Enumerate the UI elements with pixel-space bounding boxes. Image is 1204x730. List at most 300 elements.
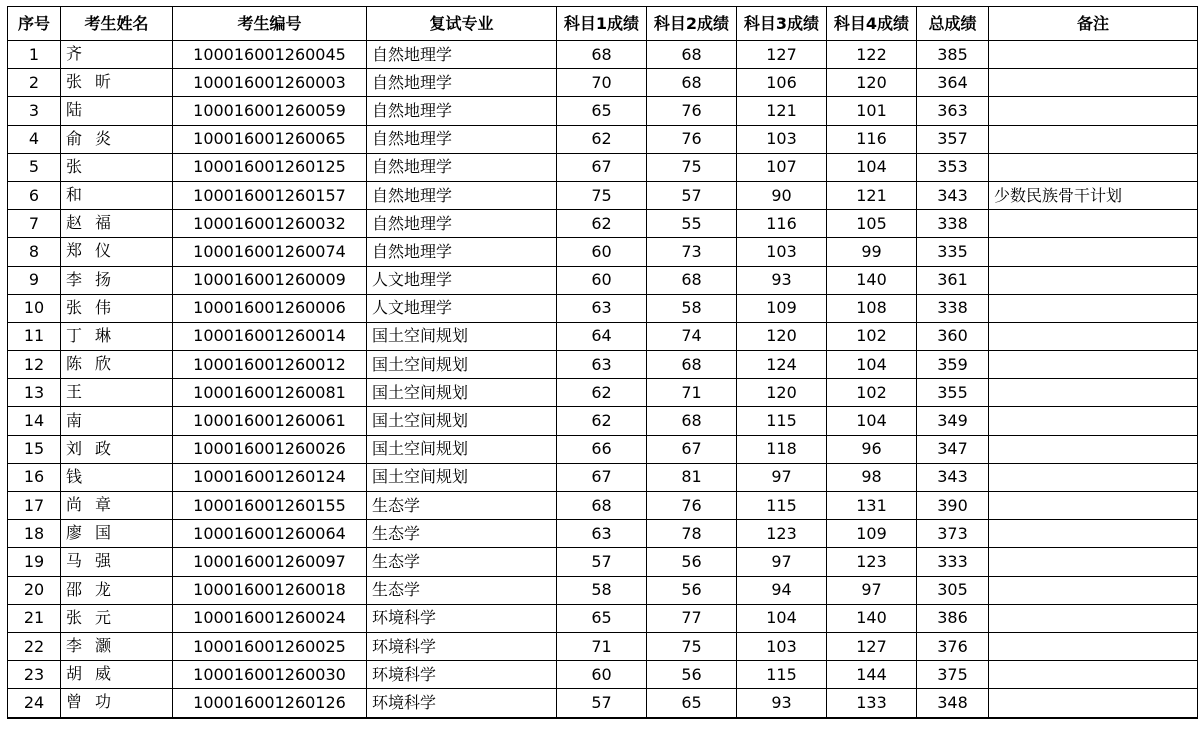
- major-cell: 国土空间规划: [367, 435, 557, 463]
- name-redaction-mask: [82, 384, 95, 402]
- table-row: [8, 604, 1198, 632]
- seq-cell: 15: [8, 435, 61, 463]
- subject3-cell: 120: [737, 379, 827, 407]
- name-redaction-mask: [82, 158, 95, 176]
- name-cell: [61, 520, 173, 548]
- name-last-char: 福: [95, 213, 112, 233]
- table-row: [8, 153, 1198, 181]
- header-seq: 序号: [8, 7, 61, 41]
- name-first-char: 张: [66, 297, 83, 317]
- name-cell: [61, 153, 173, 181]
- major-cell: 自然地理学: [367, 181, 557, 209]
- subject4-cell: 105: [827, 210, 917, 238]
- total-cell: 333: [917, 548, 989, 576]
- name-first-char: 张: [66, 156, 83, 176]
- subject1-cell: 60: [557, 266, 647, 294]
- table-row: [8, 97, 1198, 125]
- table-row: [8, 689, 1198, 718]
- name-cell: [61, 322, 173, 350]
- name-first-char: 廖: [66, 523, 83, 543]
- exam-id-cell: 100016001260074: [173, 238, 367, 266]
- header-total: 总成绩: [917, 7, 989, 41]
- subject3-cell: 106: [737, 69, 827, 97]
- major-cell: 人文地理学: [367, 266, 557, 294]
- subject2-cell: 56: [647, 576, 737, 604]
- name-first-char: 尚: [66, 495, 83, 515]
- subject3-cell: 107: [737, 153, 827, 181]
- major-cell: 国土空间规划: [367, 379, 557, 407]
- subject3-cell: 97: [737, 548, 827, 576]
- table-row: [8, 41, 1198, 69]
- subject2-cell: 81: [647, 463, 737, 491]
- subject3-cell: 93: [737, 266, 827, 294]
- exam-id-cell: 100016001260006: [173, 294, 367, 322]
- note-cell: [989, 322, 1198, 350]
- subject1-cell: 67: [557, 463, 647, 491]
- exam-id-cell: 100016001260012: [173, 351, 367, 379]
- note-cell: [989, 407, 1198, 435]
- name-redaction-mask: [82, 243, 95, 261]
- major-cell: 自然地理学: [367, 41, 557, 69]
- name-cell: [61, 41, 173, 69]
- subject2-cell: 71: [647, 379, 737, 407]
- name-redaction-mask: [82, 356, 95, 374]
- subject4-cell: 99: [827, 238, 917, 266]
- subject2-cell: 75: [647, 153, 737, 181]
- name-redaction-mask: [82, 497, 95, 515]
- table-row: [8, 294, 1198, 322]
- name-first-char: 陆: [66, 100, 83, 120]
- name-last-char: 欣: [95, 354, 112, 374]
- note-cell: [989, 266, 1198, 294]
- subject3-cell: 109: [737, 294, 827, 322]
- table-row: [8, 379, 1198, 407]
- name-cell: [61, 548, 173, 576]
- name-cell: [61, 492, 173, 520]
- note-cell: [989, 492, 1198, 520]
- major-cell: 国土空间规划: [367, 407, 557, 435]
- subject4-cell: 101: [827, 97, 917, 125]
- table-row: [8, 576, 1198, 604]
- subject4-cell: 131: [827, 492, 917, 520]
- name-redaction-mask: [82, 327, 95, 345]
- exam-id-cell: 100016001260045: [173, 41, 367, 69]
- total-cell: 364: [917, 69, 989, 97]
- total-cell: 357: [917, 125, 989, 153]
- name-redaction-mask: [82, 525, 95, 543]
- subject4-cell: 133: [827, 689, 917, 718]
- name-first-char: 李: [66, 269, 83, 289]
- subject1-cell: 62: [557, 379, 647, 407]
- subject3-cell: 120: [737, 322, 827, 350]
- name-first-char: 齐: [66, 44, 83, 64]
- table-row: [8, 181, 1198, 209]
- seq-cell: 12: [8, 351, 61, 379]
- subject1-cell: 57: [557, 548, 647, 576]
- total-cell: 376: [917, 632, 989, 660]
- total-cell: 355: [917, 379, 989, 407]
- table-body: [8, 41, 1198, 718]
- subject1-cell: 62: [557, 210, 647, 238]
- note-cell: [989, 576, 1198, 604]
- total-cell: 347: [917, 435, 989, 463]
- name-redaction-mask: [82, 130, 95, 148]
- seq-cell: 16: [8, 463, 61, 491]
- exam-id-cell: 100016001260155: [173, 492, 367, 520]
- subject2-cell: 77: [647, 604, 737, 632]
- name-last-char: 龙: [95, 579, 112, 599]
- total-cell: 335: [917, 238, 989, 266]
- header-major: 复试专业: [367, 7, 557, 41]
- subject1-cell: 66: [557, 435, 647, 463]
- subject4-cell: 127: [827, 632, 917, 660]
- subject2-cell: 76: [647, 492, 737, 520]
- note-cell: [989, 69, 1198, 97]
- note-cell: [989, 97, 1198, 125]
- subject1-cell: 63: [557, 520, 647, 548]
- exam-id-cell: 100016001260025: [173, 632, 367, 660]
- name-redaction-mask: [82, 638, 95, 656]
- seq-cell: 6: [8, 181, 61, 209]
- name-cell: [61, 632, 173, 660]
- note-cell: [989, 435, 1198, 463]
- subject4-cell: 108: [827, 294, 917, 322]
- name-last-char: 功: [95, 692, 112, 712]
- exam-id-cell: 100016001260126: [173, 689, 367, 718]
- major-cell: 自然地理学: [367, 125, 557, 153]
- header-subject2: 科目2成绩: [647, 7, 737, 41]
- name-cell: [61, 661, 173, 689]
- name-last-char: 灏: [95, 636, 112, 656]
- subject3-cell: 94: [737, 576, 827, 604]
- subject4-cell: 104: [827, 351, 917, 379]
- subject4-cell: 122: [827, 41, 917, 69]
- subject2-cell: 74: [647, 322, 737, 350]
- name-last-char: 国: [95, 523, 112, 543]
- table-row: [8, 322, 1198, 350]
- total-cell: 343: [917, 181, 989, 209]
- subject3-cell: 115: [737, 407, 827, 435]
- table-row: [8, 125, 1198, 153]
- subject1-cell: 63: [557, 294, 647, 322]
- subject4-cell: 104: [827, 407, 917, 435]
- note-cell: [989, 351, 1198, 379]
- major-cell: 环境科学: [367, 604, 557, 632]
- name-cell: [61, 576, 173, 604]
- subject2-cell: 57: [647, 181, 737, 209]
- subject3-cell: 116: [737, 210, 827, 238]
- subject1-cell: 70: [557, 69, 647, 97]
- total-cell: 361: [917, 266, 989, 294]
- seq-cell: 21: [8, 604, 61, 632]
- name-first-char: 俞: [66, 128, 83, 148]
- name-first-char: 李: [66, 636, 83, 656]
- note-cell: 少数民族骨干计划: [989, 181, 1198, 209]
- subject4-cell: 144: [827, 661, 917, 689]
- exam-id-cell: 100016001260125: [173, 153, 367, 181]
- major-cell: 生态学: [367, 492, 557, 520]
- total-cell: 359: [917, 351, 989, 379]
- major-cell: 生态学: [367, 576, 557, 604]
- name-first-char: 赵: [66, 213, 83, 233]
- subject3-cell: 103: [737, 632, 827, 660]
- exam-id-cell: 100016001260059: [173, 97, 367, 125]
- subject2-cell: 68: [647, 266, 737, 294]
- name-first-char: 曾: [66, 692, 83, 712]
- name-cell: [61, 69, 173, 97]
- table-row: [8, 661, 1198, 689]
- subject2-cell: 76: [647, 97, 737, 125]
- name-redaction-mask: [82, 102, 95, 120]
- table-row: [8, 548, 1198, 576]
- exam-id-cell: 100016001260026: [173, 435, 367, 463]
- subject1-cell: 65: [557, 97, 647, 125]
- major-cell: 自然地理学: [367, 97, 557, 125]
- name-first-char: 马: [66, 551, 83, 571]
- total-cell: 386: [917, 604, 989, 632]
- subject4-cell: 116: [827, 125, 917, 153]
- seq-cell: 17: [8, 492, 61, 520]
- name-cell: [61, 238, 173, 266]
- subject2-cell: 56: [647, 661, 737, 689]
- exam-id-cell: 100016001260157: [173, 181, 367, 209]
- note-cell: [989, 548, 1198, 576]
- subject3-cell: 127: [737, 41, 827, 69]
- name-last-char: 扬: [95, 269, 112, 289]
- name-redaction-mask: [82, 74, 95, 92]
- seq-cell: 14: [8, 407, 61, 435]
- major-cell: 国土空间规划: [367, 322, 557, 350]
- note-cell: [989, 604, 1198, 632]
- table-row: [8, 266, 1198, 294]
- subject2-cell: 55: [647, 210, 737, 238]
- seq-cell: 2: [8, 69, 61, 97]
- exam-id-cell: 100016001260024: [173, 604, 367, 632]
- name-last-char: 强: [95, 551, 112, 571]
- total-cell: 385: [917, 41, 989, 69]
- major-cell: 人文地理学: [367, 294, 557, 322]
- exam-id-cell: 100016001260064: [173, 520, 367, 548]
- subject4-cell: 97: [827, 576, 917, 604]
- name-cell: [61, 689, 173, 718]
- table-row: [8, 632, 1198, 660]
- name-last-char: 仪: [95, 241, 112, 261]
- name-cell: [61, 463, 173, 491]
- subject3-cell: 104: [737, 604, 827, 632]
- name-cell: [61, 294, 173, 322]
- subject1-cell: 62: [557, 125, 647, 153]
- subject3-cell: 123: [737, 520, 827, 548]
- seq-cell: 24: [8, 689, 61, 718]
- name-first-char: 张: [66, 72, 83, 92]
- subject1-cell: 67: [557, 153, 647, 181]
- seq-cell: 11: [8, 322, 61, 350]
- subject3-cell: 103: [737, 238, 827, 266]
- name-first-char: 南: [66, 410, 83, 430]
- seq-cell: 7: [8, 210, 61, 238]
- name-redaction-mask: [82, 187, 95, 205]
- subject1-cell: 57: [557, 689, 647, 718]
- name-redaction-mask: [82, 553, 95, 571]
- name-first-char: 王: [66, 382, 83, 402]
- total-cell: 375: [917, 661, 989, 689]
- exam-id-cell: 100016001260009: [173, 266, 367, 294]
- name-redaction-mask: [82, 46, 95, 64]
- subject3-cell: 103: [737, 125, 827, 153]
- seq-cell: 22: [8, 632, 61, 660]
- name-first-char: 邵: [66, 579, 83, 599]
- subject4-cell: 121: [827, 181, 917, 209]
- subject4-cell: 140: [827, 604, 917, 632]
- name-last-char: 元: [95, 607, 112, 627]
- seq-cell: 5: [8, 153, 61, 181]
- subject2-cell: 68: [647, 69, 737, 97]
- seq-cell: 23: [8, 661, 61, 689]
- table-row: [8, 463, 1198, 491]
- subject2-cell: 68: [647, 351, 737, 379]
- subject2-cell: 76: [647, 125, 737, 153]
- table-row: [8, 520, 1198, 548]
- subject1-cell: 64: [557, 322, 647, 350]
- total-cell: 353: [917, 153, 989, 181]
- total-cell: 349: [917, 407, 989, 435]
- subject4-cell: 96: [827, 435, 917, 463]
- seq-cell: 1: [8, 41, 61, 69]
- total-cell: 343: [917, 463, 989, 491]
- subject3-cell: 97: [737, 463, 827, 491]
- table-row: [8, 210, 1198, 238]
- seq-cell: 18: [8, 520, 61, 548]
- name-cell: [61, 181, 173, 209]
- name-redaction-mask: [82, 440, 95, 458]
- subject1-cell: 63: [557, 351, 647, 379]
- note-cell: [989, 210, 1198, 238]
- exam-id-cell: 100016001260081: [173, 379, 367, 407]
- subject4-cell: 120: [827, 69, 917, 97]
- subject1-cell: 62: [557, 407, 647, 435]
- major-cell: 国土空间规划: [367, 463, 557, 491]
- note-cell: [989, 689, 1198, 718]
- major-cell: 环境科学: [367, 661, 557, 689]
- exam-id-cell: 100016001260065: [173, 125, 367, 153]
- total-cell: 373: [917, 520, 989, 548]
- table-row: [8, 407, 1198, 435]
- subject1-cell: 71: [557, 632, 647, 660]
- name-cell: [61, 407, 173, 435]
- total-cell: 363: [917, 97, 989, 125]
- name-cell: [61, 435, 173, 463]
- subject4-cell: 104: [827, 153, 917, 181]
- table-row: [8, 492, 1198, 520]
- major-cell: 生态学: [367, 520, 557, 548]
- name-first-char: 郑: [66, 241, 83, 261]
- total-cell: 390: [917, 492, 989, 520]
- name-redaction-mask: [82, 609, 95, 627]
- note-cell: [989, 661, 1198, 689]
- subject2-cell: 78: [647, 520, 737, 548]
- name-cell: [61, 379, 173, 407]
- exam-id-cell: 100016001260124: [173, 463, 367, 491]
- name-last-char: 伟: [95, 297, 112, 317]
- subject2-cell: 68: [647, 41, 737, 69]
- name-first-char: 和: [66, 185, 83, 205]
- note-cell: [989, 41, 1198, 69]
- name-last-char: 昕: [95, 72, 112, 92]
- note-cell: [989, 238, 1198, 266]
- name-cell: [61, 266, 173, 294]
- subject1-cell: 75: [557, 181, 647, 209]
- major-cell: 自然地理学: [367, 153, 557, 181]
- total-cell: 360: [917, 322, 989, 350]
- major-cell: 生态学: [367, 548, 557, 576]
- subject2-cell: 67: [647, 435, 737, 463]
- major-cell: 自然地理学: [367, 238, 557, 266]
- table-row: [8, 351, 1198, 379]
- name-last-char: 章: [95, 495, 112, 515]
- major-cell: 环境科学: [367, 632, 557, 660]
- note-cell: [989, 379, 1198, 407]
- header-subject4: 科目4成绩: [827, 7, 917, 41]
- header-name: 考生姓名: [61, 7, 173, 41]
- name-first-char: 丁: [66, 325, 83, 345]
- subject1-cell: 68: [557, 492, 647, 520]
- note-cell: [989, 125, 1198, 153]
- major-cell: 环境科学: [367, 689, 557, 718]
- subject4-cell: 140: [827, 266, 917, 294]
- subject3-cell: 115: [737, 492, 827, 520]
- subject4-cell: 109: [827, 520, 917, 548]
- name-redaction-mask: [82, 299, 95, 317]
- subject4-cell: 98: [827, 463, 917, 491]
- subject1-cell: 68: [557, 41, 647, 69]
- subject2-cell: 68: [647, 407, 737, 435]
- name-redaction-mask: [82, 412, 95, 430]
- seq-cell: 8: [8, 238, 61, 266]
- name-cell: [61, 125, 173, 153]
- note-cell: [989, 153, 1198, 181]
- table-row: [8, 238, 1198, 266]
- subject1-cell: 60: [557, 661, 647, 689]
- subject2-cell: 58: [647, 294, 737, 322]
- header-subject1: 科目1成绩: [557, 7, 647, 41]
- seq-cell: 4: [8, 125, 61, 153]
- name-first-char: 刘: [66, 438, 83, 458]
- subject4-cell: 123: [827, 548, 917, 576]
- major-cell: 国土空间规划: [367, 351, 557, 379]
- header-row: [8, 7, 1198, 41]
- subject3-cell: 121: [737, 97, 827, 125]
- name-first-char: 陈: [66, 354, 83, 374]
- header-id: 考生编号: [173, 7, 367, 41]
- name-first-char: 胡: [66, 664, 83, 684]
- subject4-cell: 102: [827, 322, 917, 350]
- name-last-char: 政: [95, 438, 112, 458]
- name-redaction-mask: [82, 666, 95, 684]
- name-cell: [61, 604, 173, 632]
- total-cell: 338: [917, 210, 989, 238]
- name-redaction-mask: [82, 694, 95, 712]
- name-first-char: 钱: [66, 466, 83, 486]
- seq-cell: 19: [8, 548, 61, 576]
- name-first-char: 张: [66, 607, 83, 627]
- subject3-cell: 90: [737, 181, 827, 209]
- table-row: [8, 69, 1198, 97]
- name-last-char: 炎: [95, 128, 112, 148]
- total-cell: 338: [917, 294, 989, 322]
- name-last-char: 琳: [95, 325, 112, 345]
- seq-cell: 20: [8, 576, 61, 604]
- subject3-cell: 93: [737, 689, 827, 718]
